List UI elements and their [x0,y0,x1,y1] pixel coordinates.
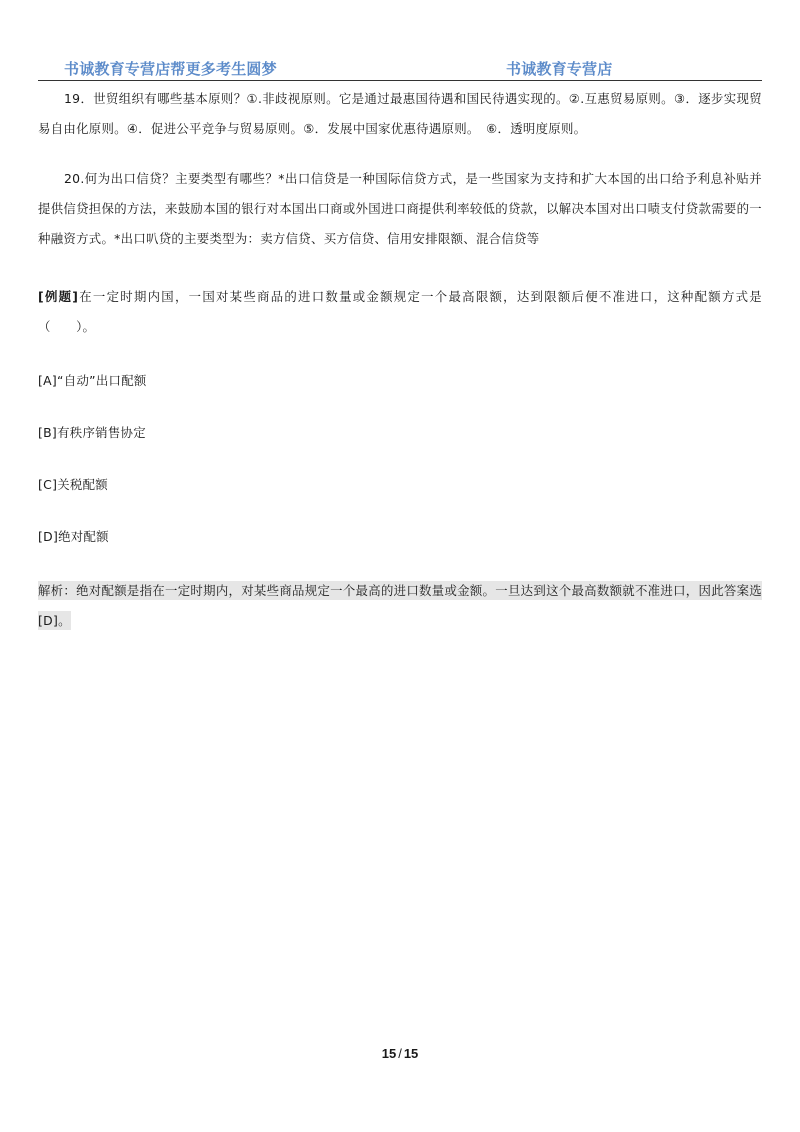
page-separator: / [398,1046,402,1061]
header-right-title: 书诚教育专营店 [506,60,613,78]
option-a: [A]“自动”出口配额 [38,373,147,388]
current-page: 15 [381,1046,397,1061]
option-c: [C]关税配额 [38,477,108,492]
example-text: 在一定时期内国，一国对某些商品的进口数量或金额规定一个最高限额，达到限额后便不准进口，这种配额方式是（ ）。 [38,289,762,334]
question-20: 20.何为出口信贷？主要类型有哪些？*出口信贷是一种国际信贷方式，是一些国家为支持和扩大本国的出口给予利息补贴并提供信贷担保的方法，来鼓励本国的银行对本国出口商或外国进口商提供利率较低的贷款，以解决本国对出口啧支付贷款需要的一种融资方式。*出口叭贷的主要类型为：卖方信贷、买方信贷、信用安排限额、混合信贷等 [38,171,762,246]
header-left-title: 书诚教育专营店帮更多考生圆梦 [64,60,277,78]
option-b: [B]有秩序销售协定 [38,425,146,440]
page-number [0,1046,800,1061]
question-19: 19．世贸组织有哪些基本原则？①.非歧视原则。它是通过最惠国待遇和国民待遇实现的。②.互惠贸易原则。③．逐步实现贸易自由化原则。④．促进公平竞争与贸易原则。⑤．发展中国家优惠待遇原则。 ⑥．透明度原则。 [38,91,762,136]
example-question [38,282,762,342]
option-d: [D]绝对配额 [38,529,109,544]
page-header [38,58,762,80]
analysis-text: 解析：绝对配额是指在一定时期内，对某些商品规定一个最高的进口数量或金额。一旦达到这个最高数额就不准进口，因此答案选[D]。 [38,583,762,628]
header-divider [38,80,762,81]
answer-analysis [38,576,762,636]
example-tag: [例题] [38,289,79,304]
total-pages: 15 [403,1046,419,1061]
